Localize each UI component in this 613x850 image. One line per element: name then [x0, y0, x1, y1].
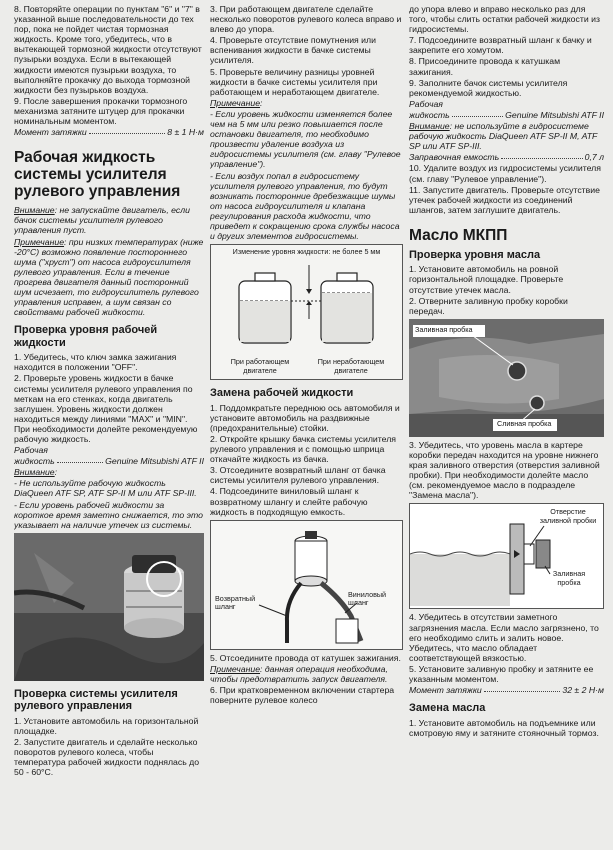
hose-label-left: Возвратный шланг	[215, 593, 256, 612]
step: 5. Установите заливную пробку и затяните ее указанным моментом.	[409, 663, 594, 684]
figure-label-right: При неработающем двигателе	[317, 357, 385, 375]
paragraph: 8. Повторяйте операции по пунктам "6" и "7" в указанной выше последовательности до тех пор, пока не пойдет чистая тормозная жидкость. Кроме того, убедитесь, что в вытекающей тормозной жидкости отсутствуют пузырьки воздуха. Если в вытекающей жидкости имеются пузырьки воздуха, то выполняйте прокачку до выхода тормозной жидкости без пузырьков воздуха.	[14, 4, 202, 95]
torque-spec: Момент затяжки 32 ± 2 Н·м	[409, 685, 604, 696]
step: 7. Подсоедините возвратный шланг к бачку и закрепите его хомутом.	[409, 35, 592, 56]
step: 4. Проверьте отсутствие помутнения или вспенивания жидкости в бачке системы усилителя.	[210, 35, 376, 66]
torque-label: Момент затяжки	[14, 127, 87, 138]
step: 1. Поддомкратьте переднюю ось автомобиля и установите автомобиль на раздвижные (предохранительные) стойки.	[210, 402, 400, 433]
level-figure	[210, 244, 403, 380]
column-2	[210, 4, 403, 848]
step: 5. Отсоедините провода от катушек зажигания.	[210, 652, 401, 663]
note: Примечание: при низких температурах (ниже -20°С) возможно появление постороннего шума ("хруст") от насоса гидроусилителя рулевого управления. Если в течение прогрева двигателя данный посторонний шум исчезает, то гидроусилитель рулевого управления исправен, а шум связан со свойствами рабочей жидкости.	[14, 236, 204, 318]
step: 1. Установите автомобиль на подъемнике или смотровую яму и затяните стояночный тормоз.	[409, 717, 599, 738]
step: 4. Подсоедините виниловый шланг к возвратному шлангу и слейте рабочую жидкость в подходящую емкость.	[210, 486, 368, 517]
step: 3. При работающем двигателе сделайте несколько поворотов рулевого колеса вправо и влево до упора.	[210, 4, 402, 35]
step: 1. Установите автомобиль на ровной горизонтальной площадке. Проверьте отсутствие утечек масла.	[409, 264, 564, 295]
hose-figure	[210, 520, 403, 650]
step: 3. Убедитесь, что уровень масла в картере коробки передач находится на уровне нижнего края заливного отверстия (отверстия заливной пробки). При необходимости долейте масло (см. рекомендуемое масло в подразделе "Замена масла").	[409, 439, 600, 501]
diagram-label-plug: Заливная пробка	[552, 569, 586, 587]
step: 2. Проверьте уровень жидкости в бачке системы усилителя рулевого управления по меткам на его стенках, когда двигатель заглушен. Уровень жидкости должен находиться между линиями "MAX" и "MIN". При необходимости долейте рекомендуемую рабочую жидкость.	[14, 373, 198, 444]
warning: Внимание: не запускайте двигатель, если бачок системы усилителя рулевого управления пуст.	[14, 205, 190, 236]
step: 9. Заполните бачок системы усилителя рекомендуемой жидкостью.	[409, 77, 568, 98]
reservoir-photo	[14, 533, 204, 681]
fluid-spec: жидкость Genuine Mitsubishi ATF II	[409, 109, 604, 120]
fluid-label: Рабочая	[409, 98, 443, 109]
section-title: Масло МКПП	[409, 226, 508, 244]
fluid-label: Рабочая	[14, 445, 48, 456]
figure-label-left: При работающем двигателе	[230, 357, 290, 375]
photo-label-top: Заливная пробка	[415, 324, 473, 334]
subsection-title: Замена рабочей жидкости	[210, 387, 354, 400]
fluid-spec: жидкость Genuine Mitsubishi ATF II	[14, 456, 204, 467]
warning-item: - Не используйте рабочую жидкость DiaQueen ATF SP, ATF SP-II M или ATF SP-III.	[14, 478, 197, 499]
hose-label-right: Виниловый шланг	[348, 589, 387, 608]
step: 6. При кратковременном включении стартера поверните рулевое колесо	[210, 684, 395, 706]
torque-spec	[14, 127, 204, 137]
step: 8. Присоедините провода к катушкам зажигания.	[409, 56, 561, 77]
subsection-title: Замена масла	[409, 702, 486, 715]
torque-value: 8 ± 1 Н·м	[167, 127, 204, 138]
section-title: Рабочая жидкость системы усилителя рулевого управления	[14, 149, 181, 201]
subsection-title: Проверка уровня рабочей жидкости	[14, 324, 158, 349]
subsection-title: Проверка уровня масла	[409, 248, 541, 261]
step: 3. Отсоедините возвратный шланг от бачка системы усилителя рулевого управления.	[210, 465, 386, 486]
fill-hole-diagram	[409, 503, 604, 609]
step: 2. Отверните заливную пробку коробки передач.	[409, 295, 568, 316]
warning: Внимание: не используйте в гидросистеме рабочую жидкость DiaQueen ATF SP-II M, ATF SP или ATF SP-III.	[409, 121, 598, 152]
step: 5. Проверьте величину разницы уровней жидкости в бачке системы усилителя при работающем и неработающем двигателе.	[210, 66, 380, 97]
gearbox-photo	[409, 319, 604, 437]
step: до упора влево и вправо несколько раз для того, чтобы слить остатки рабочей жидкости из гидросистемы.	[409, 4, 600, 35]
step: 2. Откройте крышку бачка системы усилителя рулевого управления и с помощью шприца откачайте жидкость из бачка.	[210, 433, 396, 465]
step: 1. Убедитесь, что ключ замка зажигания находится в положении "OFF".	[14, 352, 177, 373]
note-item: - Если воздух попал в гидросистему усилителя рулевого управления, то будут возникать посторонние дребезжащие шумы от насоса гидроусилителя и клапана регулирования расхода жидкости, что приведет к сокращению срока службы насоса и других элементов гидросистемы.	[210, 170, 400, 242]
figure-title: Изменение уровня жидкости: не более 5 мм	[232, 247, 381, 257]
capacity-spec: Заправочная емкость 0,7 л	[409, 152, 604, 163]
column-3	[409, 4, 604, 848]
step: 10. Удалите воздух из гидросистемы усилителя (см. главу "Рулевое управление").	[409, 163, 601, 184]
step: 11. Запустите двигатель. Проверьте отсутствие утечек рабочей жидкости из соединений шлангов, затем заглушите двигатель.	[409, 184, 600, 215]
column-1	[14, 4, 204, 848]
paragraph: 9. После завершения прокачки тормозного механизма затяните штуцер для прокачки номинальным моментом.	[14, 95, 188, 127]
note-item: - Если уровень жидкости изменяется более чем на 5 мм или резко повышается после остановки двигателя, то необходимо произвести удаление воздуха из гидросистемы усилителя (см. главу "Рулевое управление").	[210, 108, 401, 170]
step: 4. Убедитесь в отсутствии заметного загрязнения масла. Если масло загрязнено, то его необходимо слить и залить новое. Убедитесь, что масло обладает соответствующей вязкостью.	[409, 612, 599, 663]
note-label: Примечание:	[210, 97, 263, 108]
photo-label-bottom: Сливная пробка	[497, 418, 552, 428]
warning-item: - Если уровень рабочей жидкости за короткое время заметно снижается, то это указывает на наличие утечек из системы.	[14, 499, 203, 530]
subsection-title: Проверка системы усилителя рулевого управления	[14, 687, 178, 713]
step: 1. Установите автомобиль на горизонтальной площадке.	[14, 715, 199, 736]
diagram-label-hole: Отверстие заливной пробки	[539, 507, 597, 525]
warning-label: Внимание:	[14, 467, 58, 478]
note: Примечание: данная операция необходима, чтобы предотвратить запуск двигателя.	[210, 663, 388, 684]
step: 2. Запустите двигатель и сделайте несколько поворотов рулевого колеса, чтобы температура рабочей жидкости поднялась до 50 - 60°С.	[14, 737, 200, 778]
